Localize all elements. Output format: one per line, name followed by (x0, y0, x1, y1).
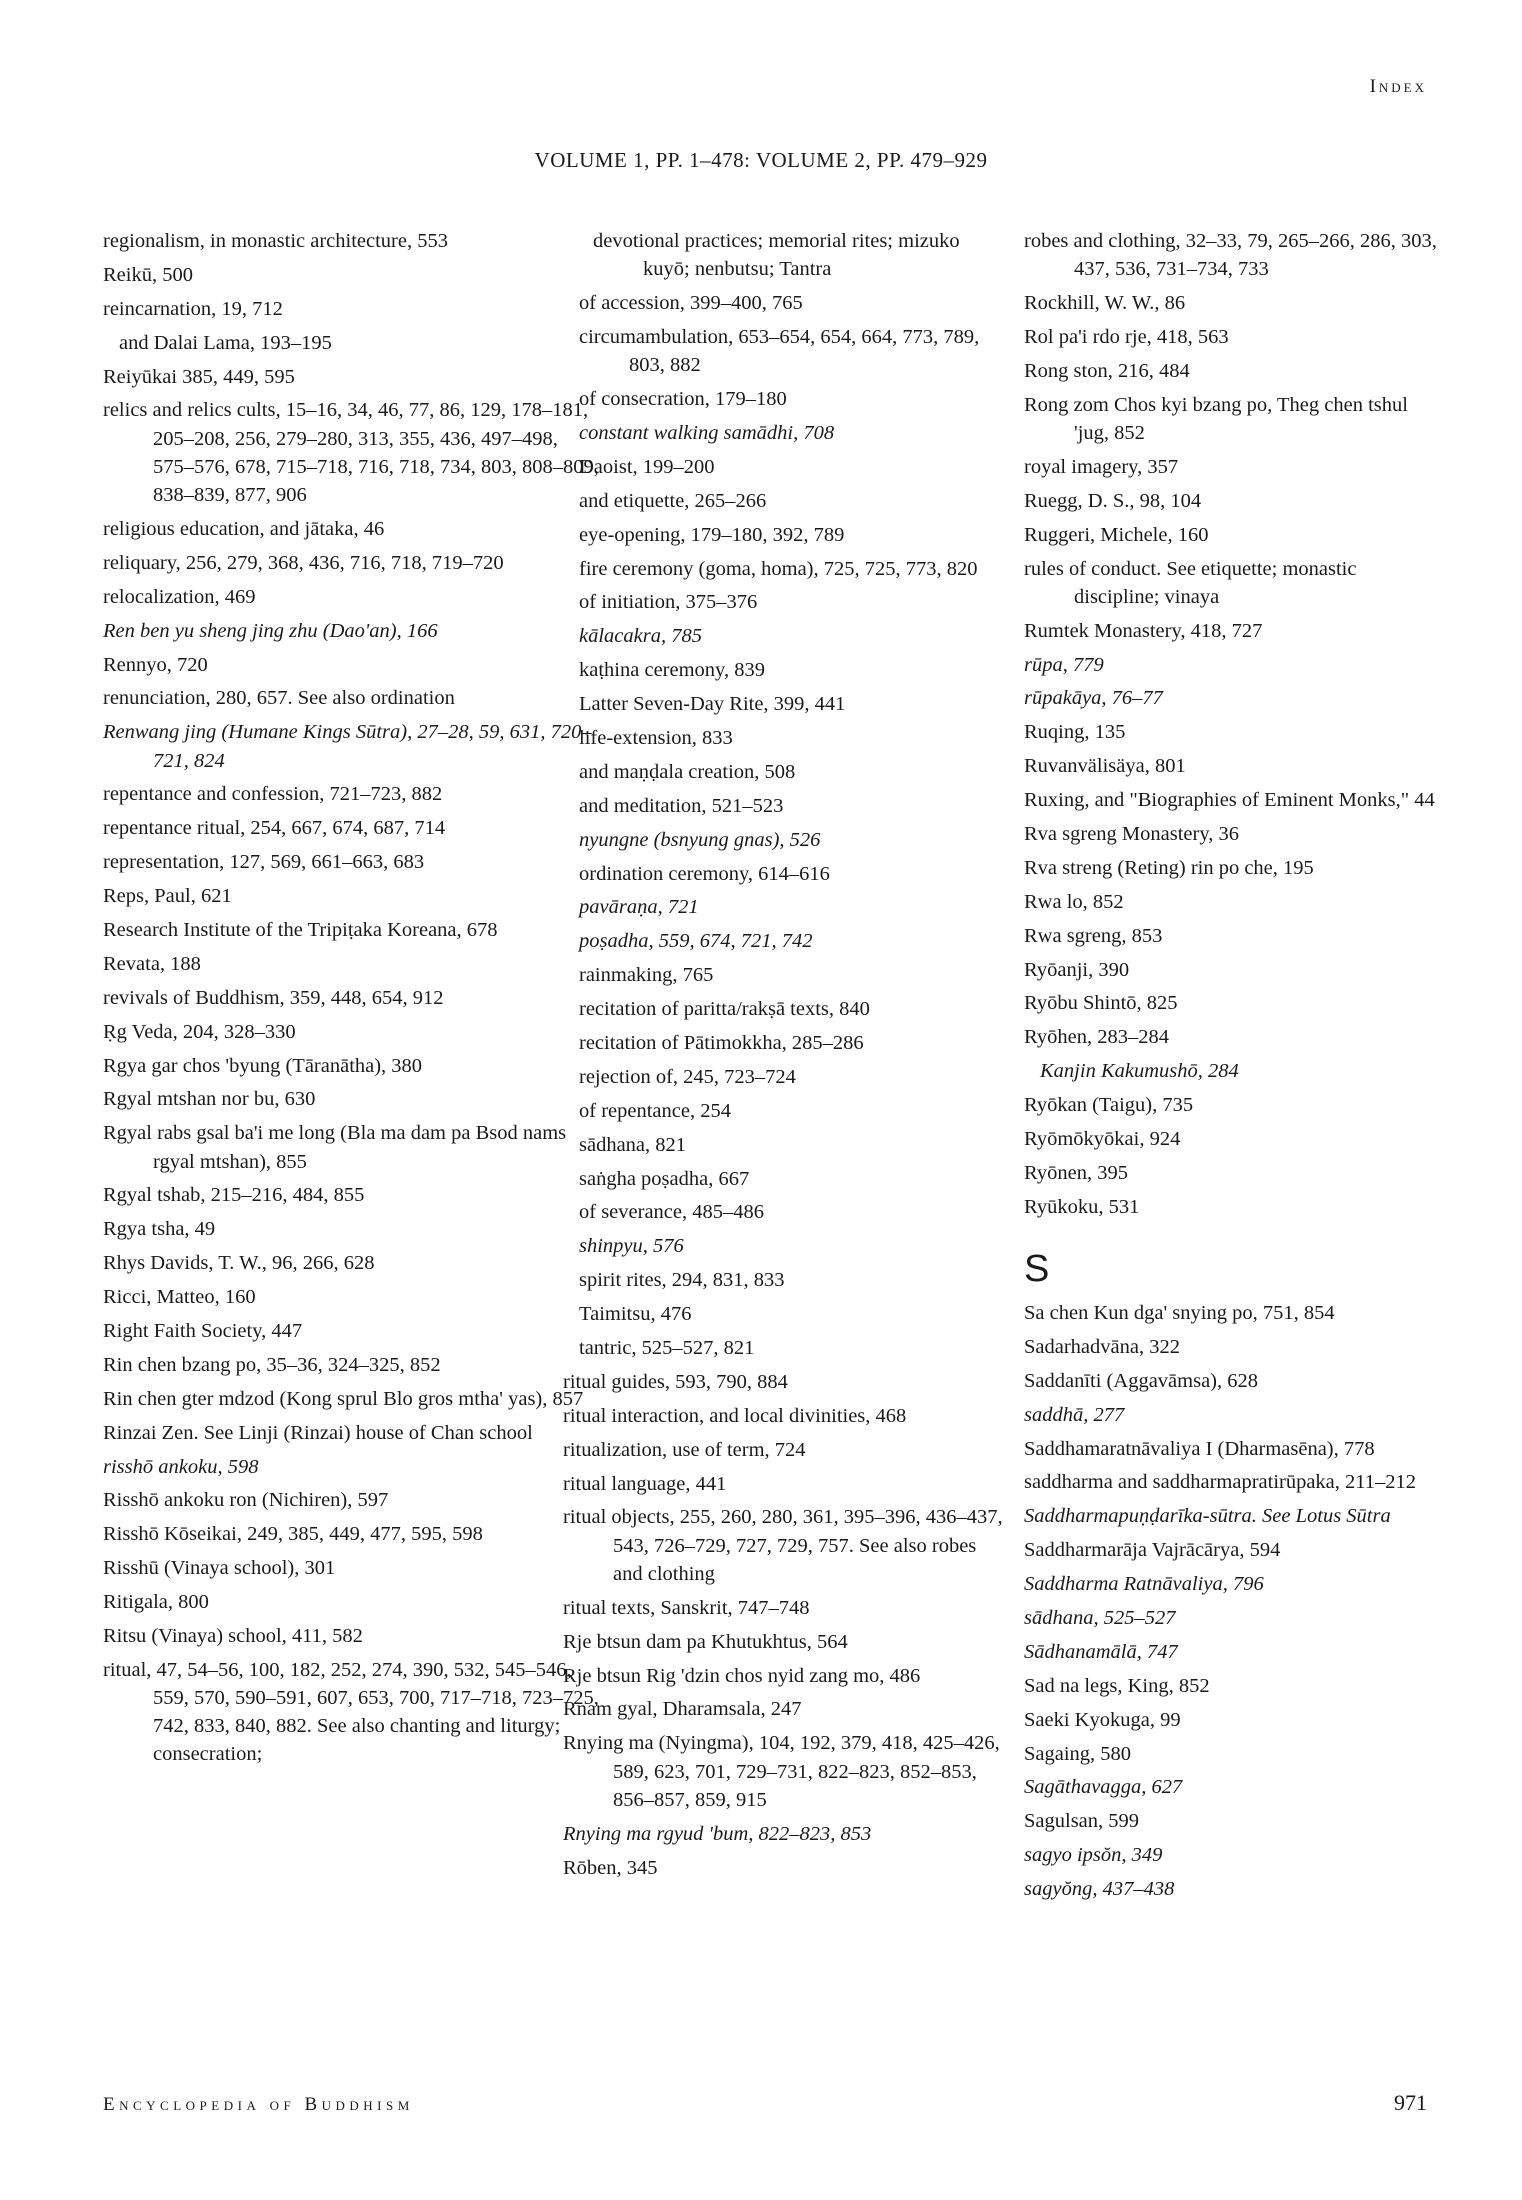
index-entry: Rgya tsha, 49 (103, 1218, 216, 1241)
index-entry: Rgyal rabs gsal ba'i me long (Bla ma dam pa Bsod nams rgyal mtshan), 855 (103, 1122, 567, 1173)
index-entry: repentance ritual, 254, 667, 674, 687, 714 (103, 817, 446, 840)
index-subentry: rainmaking, 765 (579, 964, 714, 987)
index-entry: ritualization, use of term, 724 (563, 1438, 806, 1461)
index-subentry: life-extension, 833 (579, 726, 733, 749)
index-entry: Rgya gar chos 'byung (Tāranātha), 380 (103, 1054, 423, 1077)
index-entry: Saddhamaratnāvaliya I (Dharmasēna), 778 (1024, 1437, 1375, 1460)
index-subentry: constant walking samādhi, 708 (579, 421, 835, 444)
index-subentry: of consecration, 179–180 (579, 388, 787, 411)
index-entry: Sad na legs, King, 852 (1024, 1674, 1210, 1697)
index-entry: rules of conduct. See etiquette; monastic discipline; vinaya (1024, 557, 1357, 608)
index-entry: Rje btsun dam pa Khutukhtus, 564 (563, 1630, 848, 1653)
index-entry: Rhys Davids, T. W., 96, 266, 628 (103, 1252, 375, 1275)
index-subentry: of initiation, 375–376 (579, 591, 758, 614)
index-subentry: spirit rites, 294, 831, 833 (579, 1269, 785, 1292)
index-column-1 (103, 227, 603, 1774)
index-subentry: recitation of paritta/rakṣā texts, 840 (579, 998, 870, 1021)
index-entry: Saeki Kyokuga, 99 (1024, 1708, 1181, 1731)
index-subentry: of repentance, 254 (579, 1099, 731, 1122)
index-entry: Rnying ma (Nyingma), 104, 192, 379, 418, 425–426, 589, 623, 701, 729–731, 822–823, 852–853, 856–857, 859, 915 (563, 1732, 1000, 1811)
index-entry: Rong ston, 216, 484 (1024, 359, 1190, 382)
index-entry: Ruqing, 135 (1024, 721, 1126, 744)
index-entry: relics and relics cults, 15–16, 34, 46, 77, 86, 129, 178–181, 205–208, 256, 279–280, 313, 355, 436, 497–498, 575–576, 678, 715–718, 716, 718, 734, 803, 808–809, 838–839, 877, 906 (103, 399, 599, 507)
index-entry: sagyŏng, 437–438 (1024, 1878, 1175, 1901)
index-subentry: fire ceremony (goma, homa), 725, 725, 773, 820 (579, 557, 978, 580)
index-subentry: poṣadha, 559, 674, 721, 742 (579, 930, 813, 953)
index-entry: Ritsu (Vinaya) school, 411, 582 (103, 1624, 363, 1647)
index-entry: Ryōbu Shintō, 825 (1024, 992, 1178, 1015)
index-entry: renunciation, 280, 657. See also ordination (103, 687, 455, 710)
index-entry: Ryūkoku, 531 (1024, 1195, 1140, 1218)
index-entry: Ritigala, 800 (103, 1591, 209, 1614)
index-entry: Sādhanamālā, 747 (1024, 1640, 1178, 1663)
index-column-2 (563, 227, 1003, 1887)
index-subentry: pavāraṇa, 721 (579, 896, 699, 919)
index-entry: saddhā, 277 (1024, 1403, 1125, 1426)
index-entry: saddharma and saddharmapratirūpaka, 211–212 (1024, 1471, 1417, 1494)
index-entry: Risshū (Vinaya school), 301 (103, 1557, 336, 1580)
index-entry: Rwa lo, 852 (1024, 890, 1124, 913)
index-entry: ritual, 47, 54–56, 100, 182, 252, 274, 390, 532, 545–546, 559, 570, 590–591, 607, 653, 700, 717–718, 723–725, 742, 833, 840, 882. See also chanting and liturgy; consecration; (103, 1658, 599, 1766)
index-entry: ritual language, 441 (563, 1472, 727, 1495)
index-subentry: recitation of Pātimokkha, 285–286 (579, 1032, 864, 1054)
index-subentry: and etiquette, 265–266 (579, 489, 767, 512)
footer-title: Encyclopedia of Buddhism (103, 2094, 414, 2115)
index-entry: revivals of Buddhism, 359, 448, 654, 912 (103, 986, 444, 1009)
index-entry: Ryōhen, 283–284 (1024, 1026, 1169, 1049)
index-entry: Rin chen bzang po, 35–36, 324–325, 852 (103, 1353, 441, 1376)
index-entry: Rnam gyal, Dharamsala, 247 (563, 1698, 802, 1721)
index-subentry: circumambulation, 653–654, 654, 664, 773, 789, 803, 882 (579, 325, 980, 377)
index-entry: Renwang jing (Humane Kings Sūtra), 27–28, 59, 631, 720–721, 824 (103, 721, 592, 772)
index-entry: Risshō ankoku ron (Nichiren), 597 (103, 1489, 389, 1512)
index-subentry: nyungne (bsnyung gnas), 526 (579, 828, 821, 851)
index-entry: ritual guides, 593, 790, 884 (563, 1370, 788, 1393)
index-entry: Sagulsan, 599 (1024, 1810, 1140, 1833)
index-entry: reincarnation, 19, 712 (103, 297, 283, 320)
index-entry: Revata, 188 (103, 952, 201, 975)
index-subentry: and meditation, 521–523 (579, 794, 784, 817)
index-entry: Ryōanji, 390 (1024, 958, 1130, 981)
index-entry: sagyo ipsŏn, 349 (1024, 1844, 1163, 1867)
index-entry: regionalism, in monastic architecture, 553 (103, 230, 448, 252)
index-subentry: of severance, 485–486 (579, 1201, 765, 1224)
index-entry-continued: devotional practices; memorial rites; mizuko kuyō; nenbutsu; Tantra (593, 230, 960, 281)
index-subentry: and Dalai Lama, 193–195 (119, 331, 332, 354)
index-entry: Ryōkan (Taigu), 735 (1024, 1094, 1194, 1117)
index-entry: risshō ankoku, 598 (103, 1455, 259, 1478)
index-entry: Saddharmapuṇḍarīka-sūtra. See Lotus Sūtra (1024, 1505, 1391, 1528)
index-entry: Risshō Kōseikai, 249, 385, 449, 477, 595, 598 (103, 1523, 483, 1546)
index-entry: Ryōmōkyōkai, 924 (1024, 1127, 1181, 1150)
index-entry: representation, 127, 569, 661–663, 683 (103, 851, 425, 874)
index-entry: reliquary, 256, 279, 368, 436, 716, 718, 719–720 (103, 551, 504, 574)
running-head: Index (1369, 76, 1427, 97)
index-entry: Rva streng (Reting) rin po che, 195 (1024, 856, 1314, 879)
index-subentry: shinpyu, 576 (579, 1235, 684, 1258)
page-number: 971 (1394, 2090, 1427, 2115)
index-entry: sādhana, 525–527 (1024, 1606, 1176, 1629)
volume-line: VOLUME 1, PP. 1–478: VOLUME 2, PP. 479–929 (534, 148, 988, 172)
index-entry: Rinzai Zen. See Linji (Rinzai) house of Chan school (103, 1421, 533, 1444)
index-subentry: rejection of, 245, 723–724 (579, 1065, 796, 1088)
index-entry: royal imagery, 357 (1024, 455, 1179, 478)
index-entry: Rgyal tshab, 215–216, 484, 855 (103, 1184, 365, 1207)
index-entry: Saddharmarāja Vajrācārya, 594 (1024, 1539, 1281, 1562)
index-entry: robes and clothing, 32–33, 79, 265–266, 286, 303, 437, 536, 731–734, 733 (1024, 230, 1437, 281)
index-column-3 (1024, 227, 1444, 1909)
index-entry: Rennyo, 720 (103, 653, 208, 676)
index-entry: Rockhill, W. W., 86 (1024, 292, 1186, 315)
index-entry: Ruegg, D. S., 98, 104 (1024, 489, 1202, 512)
index-entry: Reps, Paul, 621 (103, 885, 232, 908)
index-entry: Research Institute of the Tripiṭaka Koreana, 678 (103, 918, 498, 941)
index-subentry: ordination ceremony, 614–616 (579, 862, 830, 885)
index-entry: Sagaing, 580 (1024, 1742, 1132, 1765)
index-entry: Ruggeri, Michele, 160 (1024, 523, 1209, 546)
index-subentry: Daoist, 199–200 (579, 455, 715, 478)
index-entry: Right Faith Society, 447 (103, 1319, 303, 1342)
index-entry: ritual texts, Sanskrit, 747–748 (563, 1596, 810, 1619)
index-entry: Rnying ma rgyud 'bum, 822–823, 853 (563, 1822, 872, 1845)
index-entry: Rgyal mtshan nor bu, 630 (103, 1088, 316, 1111)
index-subentry: sādhana, 821 (579, 1133, 687, 1156)
index-entry: Reiyūkai 385, 449, 595 (103, 365, 295, 388)
index-entry: Rōben, 345 (563, 1856, 658, 1879)
index-subentry: eye-opening, 179–180, 392, 789 (579, 523, 845, 546)
index-entry: Ricci, Matteo, 160 (103, 1286, 256, 1309)
index-entry: Ruvanvälisäya, 801 (1024, 755, 1186, 778)
index-entry: Sa chen Kun dga' snying po, 751, 854 (1024, 1301, 1335, 1324)
index-entry: Rumtek Monastery, 418, 727 (1024, 619, 1263, 642)
index-subentry: of accession, 399–400, 765 (579, 292, 803, 315)
index-entry: Rin chen gter mdzod (Kong sprul Blo gros mtha' yas), 857 (103, 1387, 584, 1410)
index-entry: Saddharma Ratnāvaliya, 796 (1024, 1573, 1264, 1596)
index-entry: Rva sgreng Monastery, 36 (1024, 822, 1240, 845)
index-entry: Ren ben yu sheng jing zhu (Dao'an), 166 (103, 619, 438, 642)
index-subentry: tantric, 525–527, 821 (579, 1337, 755, 1360)
index-subentry: Kanjin Kakumushō, 284 (1040, 1060, 1239, 1083)
index-entry: Rje btsun Rig 'dzin chos nyid zang mo, 486 (563, 1664, 921, 1687)
index-entry: Ṛg Veda, 204, 328–330 (103, 1020, 296, 1043)
index-entry: Rol pa'i rdo rje, 418, 563 (1024, 325, 1229, 348)
index-entry: relocalization, 469 (103, 585, 256, 608)
index-entry: Sadarhadvāna, 322 (1024, 1335, 1180, 1358)
index-entry: rūpa, 779 (1024, 653, 1104, 676)
index-subentry: kaṭhina ceremony, 839 (579, 659, 765, 682)
index-entry: ritual objects, 255, 260, 280, 361, 395–396, 436–437, 543, 726–729, 727, 729, 757. See also robes and clothing (563, 1506, 1003, 1585)
index-entry: Sagāthavagga, 627 (1024, 1776, 1183, 1799)
index-entry: Ruxing, and "Biographies of Eminent Monks," 44 (1024, 789, 1435, 812)
index-entry: Ryōnen, 395 (1024, 1161, 1128, 1184)
index-entry: Rong zom Chos kyi bzang po, Theg chen tshul 'jug, 852 (1024, 393, 1408, 444)
index-subentry: kālacakra, 785 (579, 625, 702, 648)
index-entry: repentance and confession, 721–723, 882 (103, 783, 443, 806)
index-subentry: Taimitsu, 476 (579, 1303, 692, 1326)
index-entry: religious education, and jātaka, 46 (103, 517, 385, 540)
index-entry: Saddanīti (Aggavāmsa), 628 (1024, 1369, 1258, 1392)
index-entry: ritual interaction, and local divinities, 468 (563, 1404, 907, 1427)
index-entry: Rwa sgreng, 853 (1024, 924, 1163, 947)
index-entry: rūpakāya, 76–77 (1024, 687, 1163, 710)
index-subentry: saṅgha poṣadha, 667 (579, 1167, 750, 1190)
section-letter-heading: S (1024, 1247, 1050, 1290)
index-subentry: Latter Seven-Day Rite, 399, 441 (579, 693, 846, 716)
index-entry: Reikū, 500 (103, 263, 193, 286)
index-subentry: and maṇḍala creation, 508 (579, 760, 796, 783)
